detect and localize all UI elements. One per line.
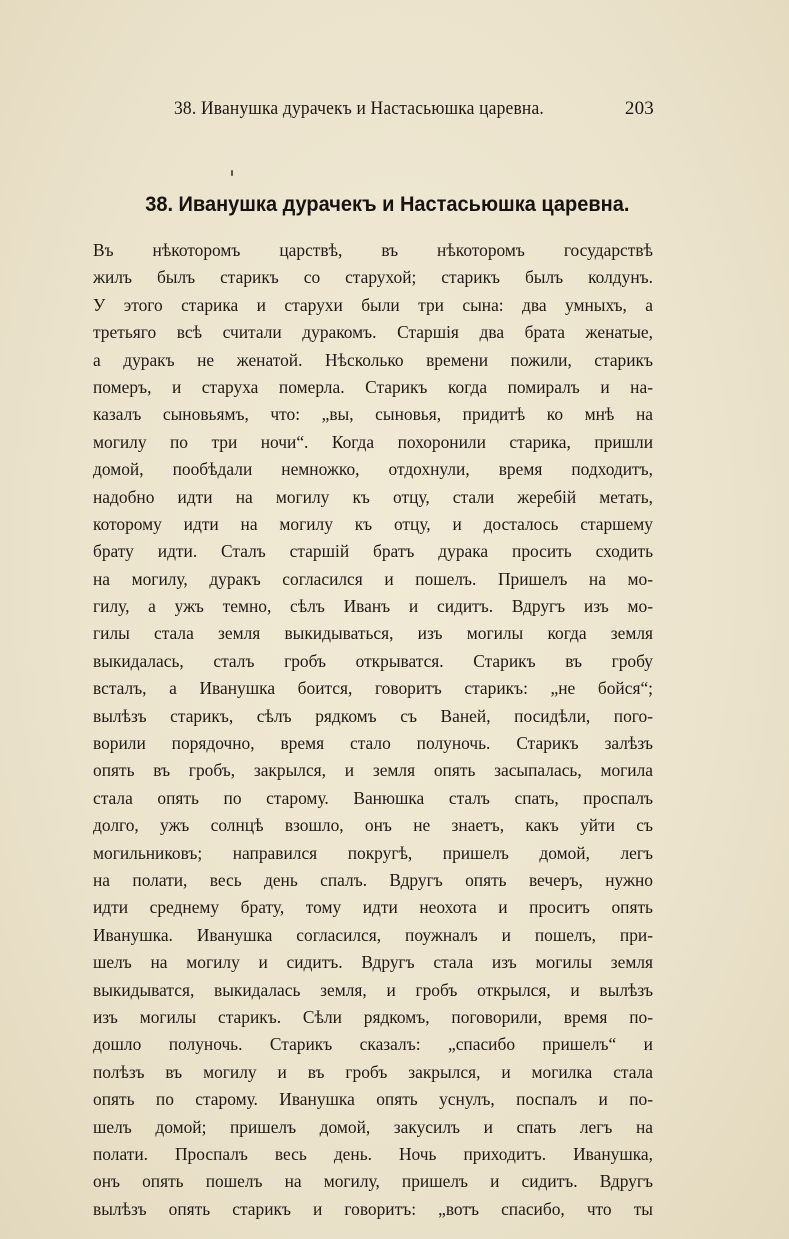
text-line: могилу по три ночи“. Когда похоронили старика, пришли [93, 431, 653, 452]
text-line: Иванушка. Иванушка согласился, поужналъ и пошелъ, при- [93, 924, 653, 945]
text-line: полѣзъ въ могилу и въ гробъ закрылся, и могилка стала [93, 1061, 653, 1082]
page-number: 203 [624, 98, 654, 119]
body-text [93, 237, 653, 1223]
text-line: надобно идти на могилу къ отцу, стали жеребій метать, [93, 486, 653, 507]
text-line: долго, ужъ солнцѣ взошло, онъ не знаетъ, какъ уйти съ [93, 815, 653, 836]
text-line: опять въ гробъ, закрылся, и земля опять засыпалась, могила [93, 760, 653, 781]
text-line: третьяго всѣ считали дуракомъ. Старшія два брата женатые, [93, 322, 653, 343]
text-line: дошло полуночь. Старикъ сказалъ: „спасибо пришелъ“ и [93, 1034, 653, 1055]
running-header [174, 98, 654, 128]
text-line: У этого старика и старухи были три сына: два умныхъ, а [93, 294, 653, 315]
text-line: вылѣзъ опять старикъ и говоритъ: „вотъ спасибо, что ты [93, 1198, 653, 1219]
text-line: на полати, весь день спалъ. Вдругъ опять вечеръ, нужно [93, 869, 653, 890]
text-line: жилъ былъ старикъ со старухой; старикъ былъ колдунъ. [93, 267, 653, 288]
running-header-title: 38. Иванушка дурачекъ и Настасьюшка царевна. [174, 98, 544, 119]
text-line: гилу, а ужъ темно, сѣлъ Иванъ и сидитъ. Вдругъ изъ мо- [93, 596, 653, 617]
text-line: выкидыватся, выкидалась земля, и гробъ открылся, и вылѣзъ [93, 979, 653, 1000]
text-line: стала опять по старому. Ванюшка сталъ спать, проспалъ [93, 787, 653, 808]
text-line: шелъ на могилу и сидитъ. Вдругъ стала изъ могилы земля [93, 952, 653, 973]
text-line: ворили порядочно, время стало полуночь. Старикъ залѣзъ [93, 733, 653, 754]
text-line: всталъ, а Иванушка боится, говоритъ старикъ: „не бойся“; [93, 678, 653, 699]
chapter-title: 38. Иванушка дурачекъ и Настасьюшка царевна. [145, 192, 630, 216]
text-line: могильниковъ; направился покругѣ, пришелъ домой, легъ [93, 842, 653, 863]
text-line: которому идти на могилу къ отцу, и досталось старшему [93, 513, 653, 534]
text-line: идти среднему брату, тому идти неохота и проситъ опять [93, 897, 653, 918]
text-line: на могилу, дуракъ согласился и пошелъ. Пришелъ на мо- [93, 568, 653, 589]
text-line: выкидалась, сталъ гробъ открыватся. Старикъ въ гробу [93, 650, 653, 671]
text-line: брату идти. Сталъ старшій братъ дурака просить сходить [93, 541, 653, 562]
text-line: Въ нѣкоторомъ царствѣ, въ нѣкоторомъ государствѣ [93, 240, 653, 260]
ink-speck [231, 170, 233, 176]
text-line: изъ могилы старикъ. Сѣли рядкомъ, поговорили, время по- [93, 1006, 653, 1027]
text-line: онъ опять пошелъ на могилу, пришелъ и сидитъ. Вдругъ [93, 1171, 653, 1192]
text-line: вылѣзъ старикъ, сѣлъ рядкомъ съ Ваней, посидѣли, пого- [93, 705, 653, 726]
text-line: померъ, и старуха померла. Старикъ когда помиралъ и на- [93, 376, 653, 397]
text-line: полати. Проспалъ весь день. Ночь приходитъ. Иванушка, [93, 1143, 653, 1164]
text-line: гилы стала земля выкидываться, изъ могилы когда земля [93, 623, 653, 644]
text-line: домой, пообѣдали немножко, отдохнули, время подходитъ, [93, 459, 653, 480]
text-line: казалъ сыновьямъ, что: „вы, сыновья, придитѣ ко мнѣ на [93, 404, 653, 425]
text-line: опять по старому. Иванушка опять уснулъ, поспалъ и по- [93, 1089, 653, 1110]
text-line: шелъ домой; пришелъ домой, закусилъ и спать легъ на [93, 1116, 653, 1137]
text-line: а дуракъ не женатой. Нѣсколько времени пожили, старикъ [93, 349, 653, 370]
